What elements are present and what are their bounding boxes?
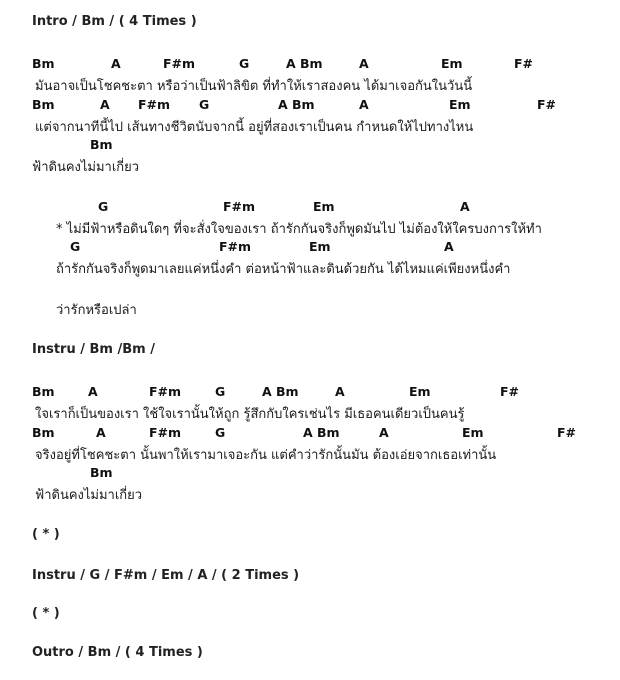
chord: A bbox=[96, 425, 106, 440]
chord: A bbox=[335, 384, 345, 399]
chord: F# bbox=[557, 425, 577, 440]
chorus-reference: ( * ) bbox=[32, 527, 60, 542]
chord: Em bbox=[449, 97, 471, 112]
instrumental-heading: Instru / G / F#m / Em / A / ( 2 Times ) bbox=[32, 568, 300, 583]
chord: F#m bbox=[223, 199, 256, 214]
lyric-line: มันอาจเป็นโชคชะตา หรือว่าเป็นฟ้าลิขิต ที่ทำให้เราสองคน ได้มาเจอกันในวันนี้ bbox=[35, 79, 473, 94]
chord: A bbox=[379, 425, 389, 440]
chord: A bbox=[100, 97, 110, 112]
chord: A bbox=[460, 199, 470, 214]
chord: A bbox=[359, 56, 369, 71]
chord: Bm bbox=[32, 56, 55, 71]
lyric-line: จริงอยู่ที่โชคชะตา นั้นพาให้เรามาเจอะกัน แต่คำว่ารักนั้นมัน ต้องเอ่ยจากเธอเท่านั้น bbox=[35, 448, 497, 463]
chord: G bbox=[98, 199, 109, 214]
chord: G bbox=[239, 56, 250, 71]
lyric-line: ใจเราก็เป็นของเรา ใช้ใจเรานั้นให้ถูก รู้สึกกับใครเช่นไร มีเธอคนเดียวเป็นคนรู้ bbox=[35, 407, 465, 422]
chord: G bbox=[215, 384, 226, 399]
chord: Em bbox=[462, 425, 484, 440]
chord: F#m bbox=[163, 56, 196, 71]
lyric-line: แต่จากนาทีนี้ไป เส้นทางชีวิตนับจากนี้ อยู่ที่สองเราเป็นคน กำหนดให้ไปทางไหน bbox=[35, 120, 474, 135]
chorus-reference: ( * ) bbox=[32, 606, 60, 621]
chord: A bbox=[88, 384, 98, 399]
chord: G bbox=[70, 239, 81, 254]
chord: Em bbox=[313, 199, 335, 214]
chord: A Bm bbox=[303, 425, 340, 440]
chord: A bbox=[359, 97, 369, 112]
chord: F# bbox=[500, 384, 520, 399]
chord: Bm bbox=[90, 465, 113, 480]
chord: G bbox=[199, 97, 210, 112]
chord: F#m bbox=[138, 97, 171, 112]
outro-heading: Outro / Bm / ( 4 Times ) bbox=[32, 645, 203, 660]
chord: F# bbox=[514, 56, 534, 71]
chord: Em bbox=[409, 384, 431, 399]
chord: A bbox=[444, 239, 454, 254]
chord: Bm bbox=[32, 97, 55, 112]
chord: Bm bbox=[32, 384, 55, 399]
instrumental-heading: Instru / Bm /Bm / bbox=[32, 342, 155, 357]
lyric-line: ถ้ารักกันจริงก็พูดมาเลยแค่หนึ่งคำ ต่อหน้าฟ้าและดินด้วยกัน ได้ไหมแค่เพียงหนึ่งคำ bbox=[56, 262, 511, 277]
lyric-line: * ไม่มีฟ้าหรือดินใดๆ ที่จะสั่งใจของเรา ถ้ารักกันจริงก็พูดมันไป ไม่ต้องให้ใครบงการให้ทำ bbox=[56, 222, 542, 237]
lyric-line: ฟ้าดินคงไม่มาเกี่ยว bbox=[35, 488, 143, 503]
chord: A bbox=[111, 56, 121, 71]
chord: F#m bbox=[149, 425, 182, 440]
intro-heading: Intro / Bm / ( 4 Times ) bbox=[32, 14, 197, 29]
lyric-line: ฟ้าดินคงไม่มาเกี่ยว bbox=[32, 160, 140, 175]
chord: A Bm bbox=[278, 97, 315, 112]
chord: Bm bbox=[90, 137, 113, 152]
chord: G bbox=[215, 425, 226, 440]
chord: Em bbox=[309, 239, 331, 254]
lyric-line: ว่ารักหรือเปล่า bbox=[56, 303, 137, 318]
chord: F#m bbox=[149, 384, 182, 399]
chord: F# bbox=[537, 97, 557, 112]
chord: Bm bbox=[32, 425, 55, 440]
chord: Em bbox=[441, 56, 463, 71]
chord: F#m bbox=[219, 239, 252, 254]
chord: A Bm bbox=[262, 384, 299, 399]
chord: A Bm bbox=[286, 56, 323, 71]
